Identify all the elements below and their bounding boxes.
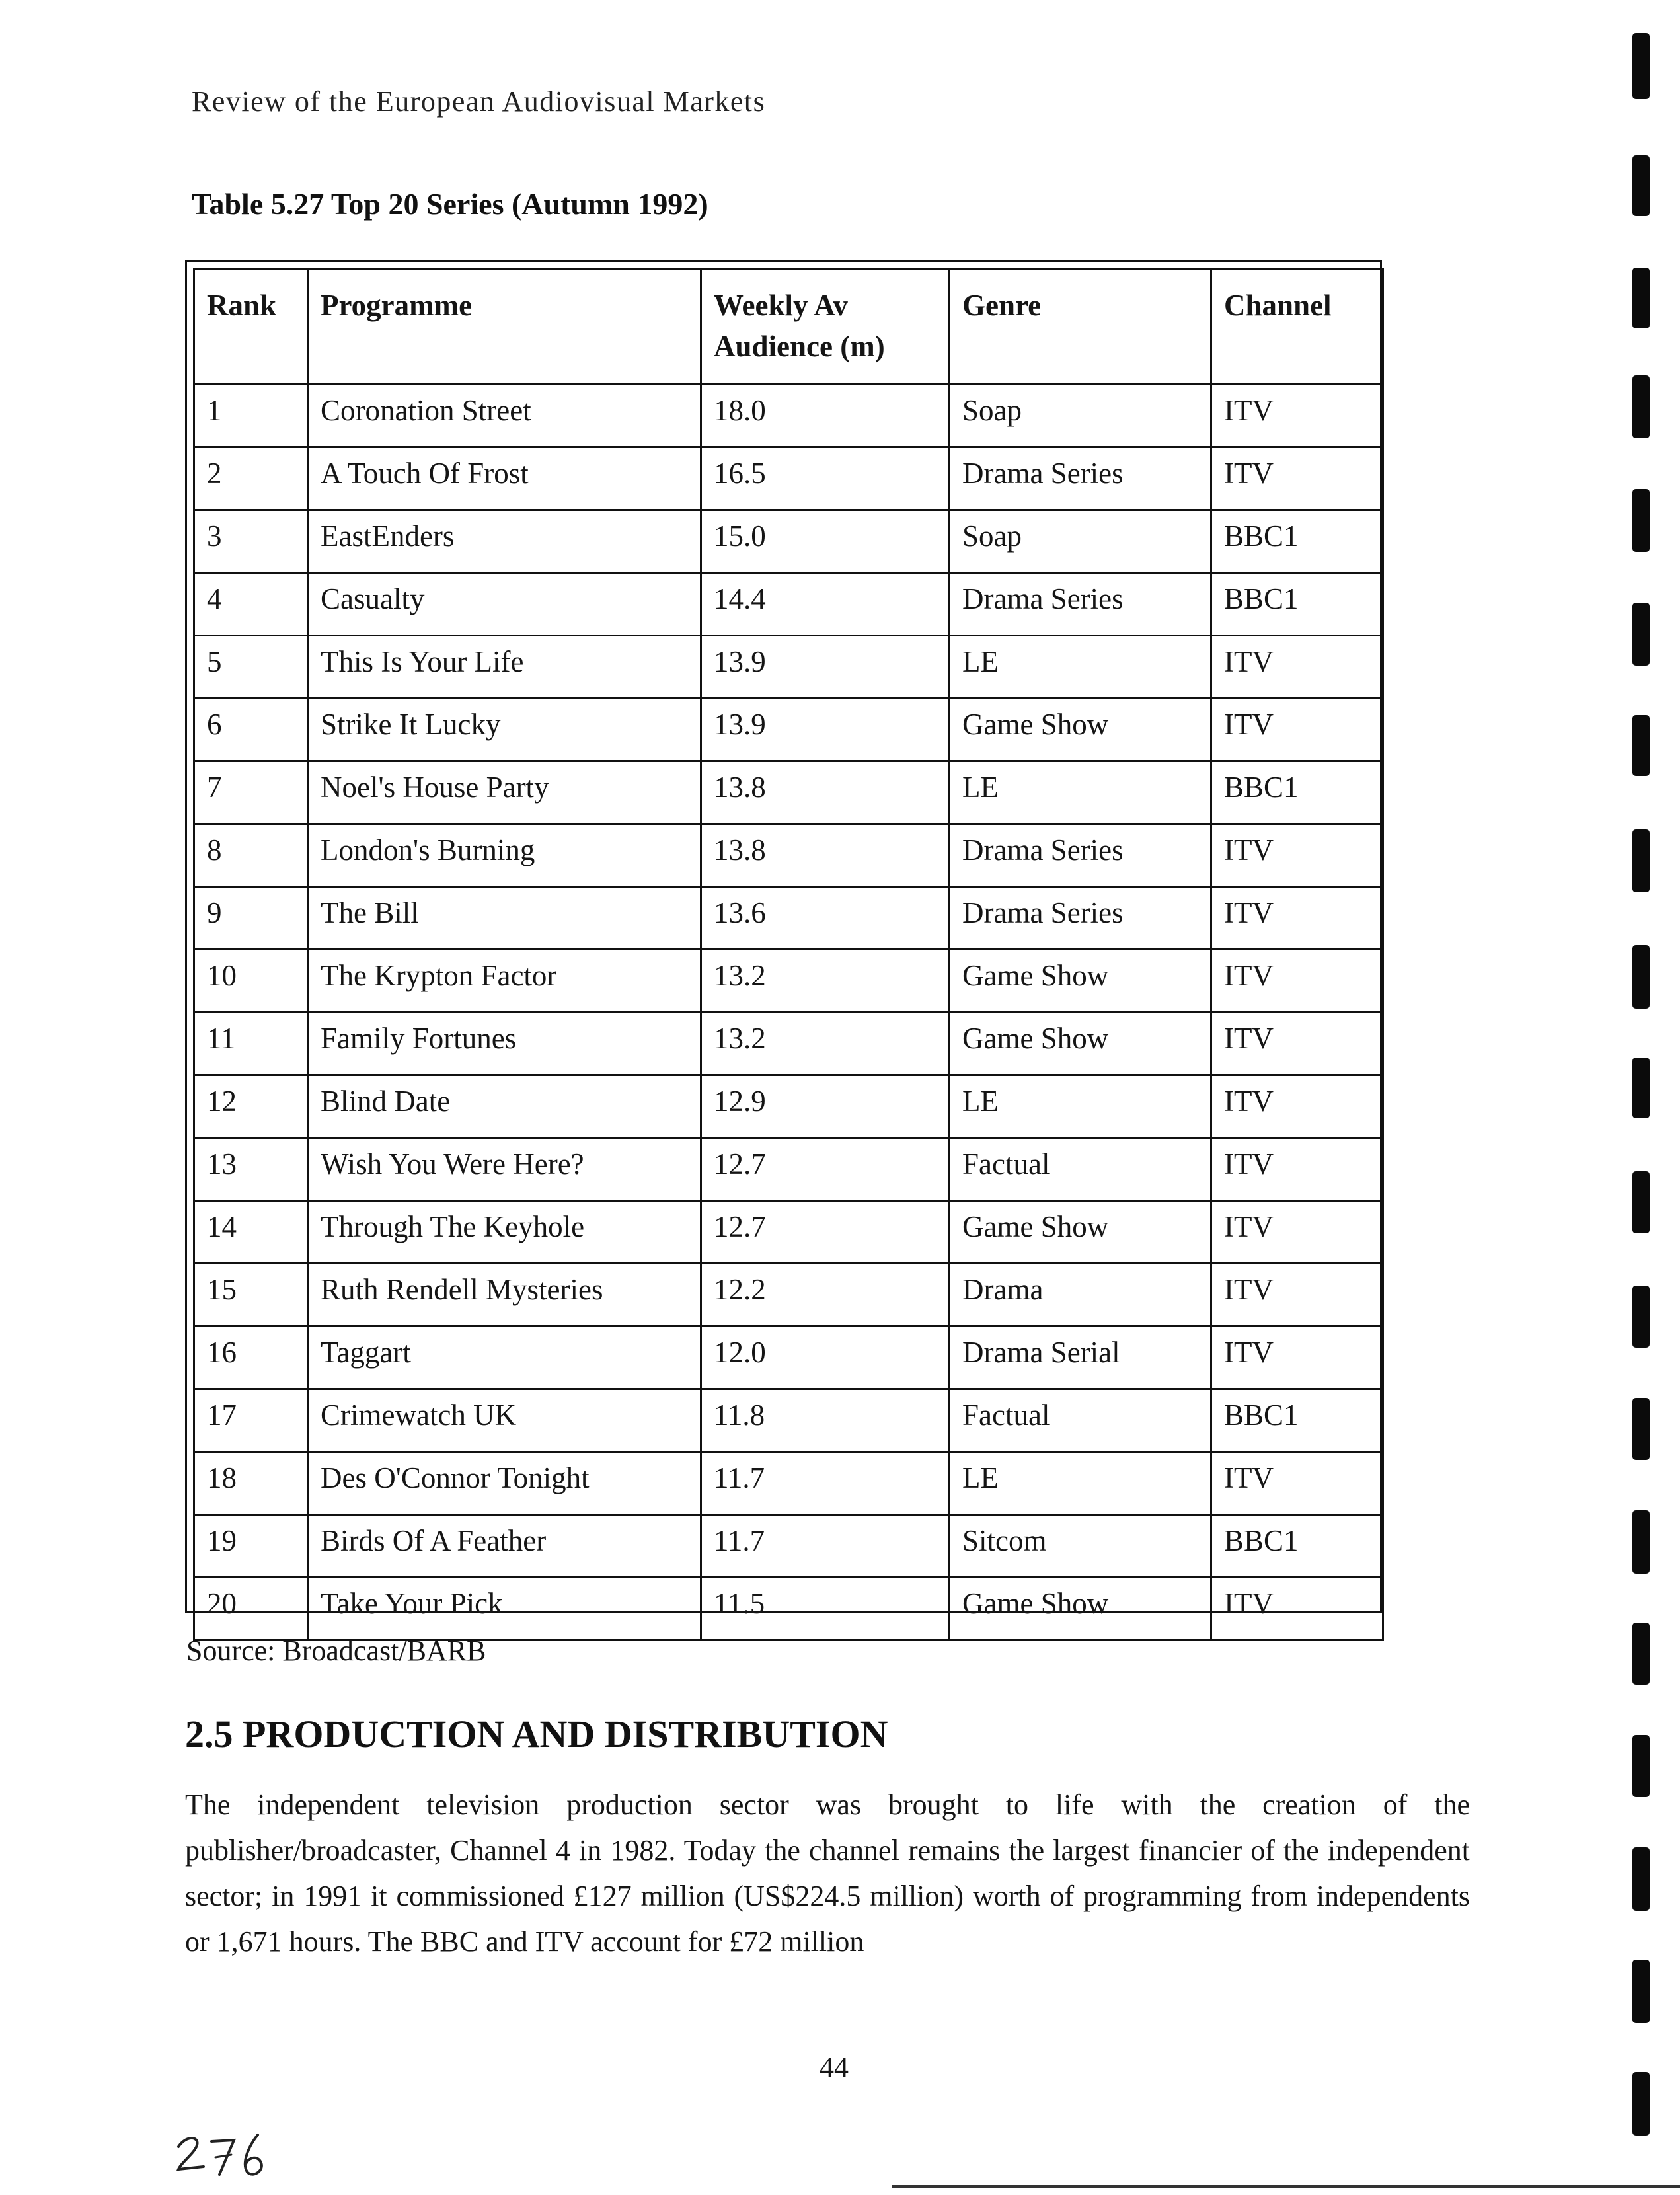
binding-mark xyxy=(1632,1847,1650,1911)
audience-cell: 15.0 xyxy=(701,510,950,573)
table-row xyxy=(194,1264,1383,1327)
programme-cell: Casualty xyxy=(308,573,701,636)
binding-mark xyxy=(1632,1058,1650,1118)
channel-cell: ITV xyxy=(1211,636,1383,699)
programme-cell: Coronation Street xyxy=(308,385,701,447)
binding-mark xyxy=(1632,33,1650,99)
programme-cell: Birds Of A Feather xyxy=(308,1515,701,1578)
audience-cell: 12.2 xyxy=(701,1264,950,1327)
genre-cell: Drama Series xyxy=(950,824,1211,887)
binding-mark xyxy=(1632,489,1650,552)
channel-cell: ITV xyxy=(1211,447,1383,510)
running-header: Review of the European Audiovisual Markets xyxy=(192,85,766,118)
programme-cell: Strike It Lucky xyxy=(308,699,701,761)
table-row xyxy=(194,887,1383,950)
table-row xyxy=(194,1515,1383,1578)
programme-cell: Crimewatch UK xyxy=(308,1389,701,1452)
genre-cell: Game Show xyxy=(950,699,1211,761)
channel-cell: BBC1 xyxy=(1211,573,1383,636)
binding-mark xyxy=(1632,603,1650,666)
programme-cell: Taggart xyxy=(308,1327,701,1389)
programme-cell: Through The Keyhole xyxy=(308,1201,701,1264)
channel-cell: ITV xyxy=(1211,1138,1383,1201)
binding-mark xyxy=(1632,1171,1650,1233)
table-row xyxy=(194,573,1383,636)
rank-cell: 17 xyxy=(194,1389,308,1452)
genre-cell: LE xyxy=(950,636,1211,699)
table-row xyxy=(194,1201,1383,1264)
programme-cell: London's Burning xyxy=(308,824,701,887)
column-header-genre: Genre xyxy=(950,270,1211,385)
audience-cell: 13.8 xyxy=(701,824,950,887)
channel-cell: ITV xyxy=(1211,1075,1383,1138)
genre-cell: LE xyxy=(950,1075,1211,1138)
rank-cell: 9 xyxy=(194,887,308,950)
table-row xyxy=(194,447,1383,510)
genre-cell: LE xyxy=(950,1452,1211,1515)
genre-cell: Game Show xyxy=(950,950,1211,1013)
audience-cell: 13.2 xyxy=(701,1013,950,1075)
audience-cell: 13.9 xyxy=(701,699,950,761)
programme-cell: Wish You Were Here? xyxy=(308,1138,701,1201)
table-header-row xyxy=(194,270,1383,385)
binding-mark xyxy=(1632,268,1650,328)
programme-cell: Des O'Connor Tonight xyxy=(308,1452,701,1515)
genre-cell: Drama Series xyxy=(950,447,1211,510)
rank-cell: 20 xyxy=(194,1578,308,1640)
programme-cell: This Is Your Life xyxy=(308,636,701,699)
programme-cell: Blind Date xyxy=(308,1075,701,1138)
genre-cell: LE xyxy=(950,761,1211,824)
genre-cell: Sitcom xyxy=(950,1515,1211,1578)
table-row xyxy=(194,510,1383,573)
binding-mark xyxy=(1632,1735,1650,1797)
binding-mark xyxy=(1632,1623,1650,1685)
audience-cell: 12.0 xyxy=(701,1327,950,1389)
rank-cell: 2 xyxy=(194,447,308,510)
genre-cell: Soap xyxy=(950,510,1211,573)
audience-cell: 13.2 xyxy=(701,950,950,1013)
top-series-table xyxy=(193,268,1384,1641)
channel-cell: ITV xyxy=(1211,1578,1383,1640)
rank-cell: 4 xyxy=(194,573,308,636)
channel-cell: ITV xyxy=(1211,887,1383,950)
audience-cell: 18.0 xyxy=(701,385,950,447)
column-header-rank: Rank xyxy=(194,270,308,385)
binding-mark xyxy=(1632,1398,1650,1460)
binding-mark xyxy=(1632,1960,1650,2023)
rank-cell: 14 xyxy=(194,1201,308,1264)
audience-cell: 12.7 xyxy=(701,1138,950,1201)
audience-cell: 11.7 xyxy=(701,1452,950,1515)
programme-cell: EastEnders xyxy=(308,510,701,573)
channel-cell: ITV xyxy=(1211,1264,1383,1327)
audience-cell: 13.8 xyxy=(701,761,950,824)
genre-cell: Drama Series xyxy=(950,887,1211,950)
channel-cell: ITV xyxy=(1211,950,1383,1013)
table-row xyxy=(194,1075,1383,1138)
audience-cell: 13.6 xyxy=(701,887,950,950)
rank-cell: 16 xyxy=(194,1327,308,1389)
table-row xyxy=(194,1327,1383,1389)
column-header-audience xyxy=(701,270,950,385)
rank-cell: 12 xyxy=(194,1075,308,1138)
table-body xyxy=(194,385,1383,1640)
channel-cell: BBC1 xyxy=(1211,510,1383,573)
rank-cell: 8 xyxy=(194,824,308,887)
programme-cell: Ruth Rendell Mysteries xyxy=(308,1264,701,1327)
binding-holes-strip xyxy=(1613,0,1680,2195)
channel-cell: ITV xyxy=(1211,1201,1383,1264)
rank-cell: 7 xyxy=(194,761,308,824)
programme-cell: Take Your Pick xyxy=(308,1578,701,1640)
body-paragraph: The independent television production sector was brought to life with the creation of the publisher/broadcaster, Channel 4 in 1982. Today the channel remains the largest financier of the independent sector; in 1991 it commissioned £127 million (US$224.5 million) worth of programming from independents or 1,671 hours. The BBC and ITV account for £72 million xyxy=(185,1789,1470,1958)
table-row xyxy=(194,636,1383,699)
programme-cell: A Touch Of Frost xyxy=(308,447,701,510)
audience-cell: 16.5 xyxy=(701,447,950,510)
table-row xyxy=(194,1013,1383,1075)
rank-cell: 13 xyxy=(194,1138,308,1201)
genre-cell: Soap xyxy=(950,385,1211,447)
section-heading: 2.5 PRODUCTION AND DISTRIBUTION xyxy=(185,1713,888,1755)
channel-cell: ITV xyxy=(1211,385,1383,447)
rank-cell: 10 xyxy=(194,950,308,1013)
column-header-programme: Programme xyxy=(308,270,701,385)
series-table-frame xyxy=(185,260,1382,1620)
table-row xyxy=(194,1578,1383,1640)
audience-cell: 12.9 xyxy=(701,1075,950,1138)
binding-mark xyxy=(1632,155,1650,216)
table-caption: Table 5.27 Top 20 Series (Autumn 1992) xyxy=(192,187,708,221)
genre-cell: Game Show xyxy=(950,1578,1211,1640)
programme-cell: The Bill xyxy=(308,887,701,950)
binding-mark xyxy=(1632,945,1650,1009)
table-row xyxy=(194,1452,1383,1515)
channel-cell: ITV xyxy=(1211,1013,1383,1075)
binding-mark xyxy=(1632,829,1650,892)
rank-cell: 19 xyxy=(194,1515,308,1578)
genre-cell: Drama xyxy=(950,1264,1211,1327)
channel-cell: ITV xyxy=(1211,699,1383,761)
channel-cell: ITV xyxy=(1211,824,1383,887)
rank-cell: 11 xyxy=(194,1013,308,1075)
audience-cell: 11.7 xyxy=(701,1515,950,1578)
genre-cell: Game Show xyxy=(950,1201,1211,1264)
programme-cell: Noel's House Party xyxy=(308,761,701,824)
rank-cell: 1 xyxy=(194,385,308,447)
bottom-edge-rule xyxy=(892,2185,1680,2188)
channel-cell: ITV xyxy=(1211,1327,1383,1389)
audience-cell: 11.5 xyxy=(701,1578,950,1640)
rank-cell: 18 xyxy=(194,1452,308,1515)
audience-cell: 12.7 xyxy=(701,1201,950,1264)
rank-cell: 5 xyxy=(194,636,308,699)
genre-cell: Drama Series xyxy=(950,573,1211,636)
channel-cell: BBC1 xyxy=(1211,761,1383,824)
rank-cell: 3 xyxy=(194,510,308,573)
table-row xyxy=(194,950,1383,1013)
table-source-note: Source: Broadcast/BARB xyxy=(186,1635,486,1667)
genre-cell: Factual xyxy=(950,1138,1211,1201)
binding-mark xyxy=(1632,1510,1650,1574)
audience-cell: 14.4 xyxy=(701,573,950,636)
binding-mark xyxy=(1632,1286,1650,1348)
handwritten-page-annotation xyxy=(173,2122,292,2181)
binding-mark xyxy=(1632,375,1650,438)
channel-cell: ITV xyxy=(1211,1452,1383,1515)
genre-cell: Game Show xyxy=(950,1013,1211,1075)
rank-cell: 6 xyxy=(194,699,308,761)
audience-cell: 13.9 xyxy=(701,636,950,699)
programme-cell: Family Fortunes xyxy=(308,1013,701,1075)
table-row xyxy=(194,1138,1383,1201)
table-row xyxy=(194,385,1383,447)
table-row xyxy=(194,699,1383,761)
channel-cell: BBC1 xyxy=(1211,1389,1383,1452)
genre-cell: Factual xyxy=(950,1389,1211,1452)
binding-mark xyxy=(1632,715,1650,776)
column-header-channel: Channel xyxy=(1211,270,1383,385)
programme-cell: The Krypton Factor xyxy=(308,950,701,1013)
page-number: 44 xyxy=(820,2051,849,2083)
rank-cell: 15 xyxy=(194,1264,308,1327)
table-row xyxy=(194,1389,1383,1452)
table-row xyxy=(194,761,1383,824)
genre-cell: Drama Serial xyxy=(950,1327,1211,1389)
binding-mark xyxy=(1632,2072,1650,2136)
audience-cell: 11.8 xyxy=(701,1389,950,1452)
table-row xyxy=(194,824,1383,887)
column-header-audience-label: Weekly Av Audience (m) xyxy=(714,289,885,363)
channel-cell: BBC1 xyxy=(1211,1515,1383,1578)
